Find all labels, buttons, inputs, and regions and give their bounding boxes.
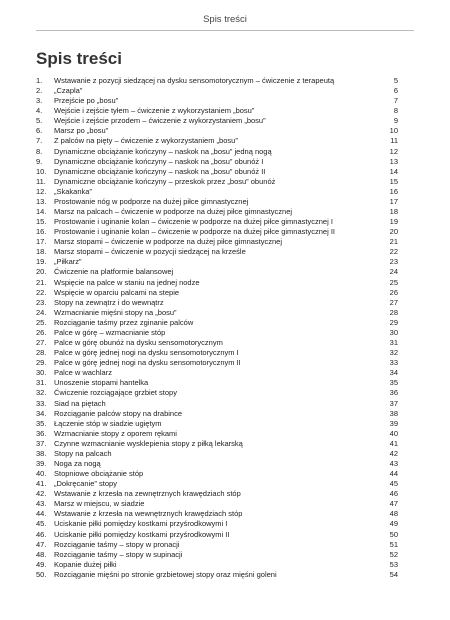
toc-entry-page: 28	[389, 307, 398, 317]
toc-entry	[36, 388, 398, 398]
toc-entry-page: 40	[389, 428, 398, 438]
toc-entry-title: Przejście po „bosu”	[54, 96, 119, 106]
toc-entry-page: 52	[389, 549, 398, 559]
toc-entry-number: 12.	[36, 186, 47, 196]
toc-entry	[36, 570, 398, 580]
toc-entry-page: 13	[389, 156, 398, 166]
page-title: Spis treści	[36, 49, 122, 68]
toc-entry	[36, 247, 398, 257]
toc-entry	[36, 550, 398, 560]
toc-entry	[36, 439, 398, 449]
toc-entry-title: „Skakanka”	[54, 186, 92, 196]
toc-entry	[36, 368, 398, 378]
toc-entry	[36, 76, 398, 86]
toc-entry-number: 6.	[36, 126, 43, 136]
table-of-contents	[36, 76, 398, 580]
toc-entry-number: 22.	[36, 287, 47, 297]
toc-entry-title: Prostowanie nóg w podporze na dużej piłce gimnastycznej	[54, 196, 249, 206]
toc-entry-number: 34.	[36, 408, 47, 418]
toc-entry-number: 21.	[36, 277, 47, 287]
toc-entry-title: Wspięcie w oparciu palcami na stepie	[54, 287, 180, 297]
toc-entry-page: 35	[389, 378, 398, 388]
toc-entry-title: Łączenie stóp w siadzie ugiętym	[54, 418, 162, 428]
toc-entry	[36, 157, 398, 167]
toc-entry-page: 44	[389, 469, 398, 479]
toc-entry-title: Wstawanie z krzesła na zewnętrznych krawędziach stóp	[54, 489, 241, 499]
toc-entry-number: 9.	[36, 156, 43, 166]
toc-entry	[36, 318, 398, 328]
toc-entry-number: 41.	[36, 479, 47, 489]
toc-entry	[36, 167, 398, 177]
toc-entry-page: 41	[389, 438, 398, 448]
toc-entry-number: 36.	[36, 428, 47, 438]
toc-entry-number: 25.	[36, 317, 47, 327]
toc-entry-number: 16.	[36, 227, 47, 237]
toc-entry-page: 20	[389, 227, 398, 237]
toc-entry	[36, 86, 398, 96]
toc-entry-number: 33.	[36, 398, 47, 408]
toc-entry-title: Z palców na pięty – ćwiczenie z wykorzystaniem „bosu”	[54, 136, 238, 146]
toc-entry-number: 20.	[36, 267, 47, 277]
toc-entry-page: 42	[389, 448, 398, 458]
toc-entry-title: Palce w górę obunóż na dysku sensomotorycznym	[54, 338, 223, 348]
toc-entry-page: 19	[389, 217, 398, 227]
toc-entry-title: Czynne wzmacnianie wysklepienia stopy z piłką lekarską	[54, 438, 243, 448]
toc-entry-title: Wejście i zejście przodem – ćwiczenie z wykorzystaniem „bosu”	[54, 116, 266, 126]
toc-entry-number: 47.	[36, 539, 47, 549]
toc-entry-page: 11	[390, 136, 398, 146]
toc-entry-page: 37	[389, 398, 398, 408]
toc-entry-title: Noga za nogą	[54, 458, 101, 468]
toc-entry-title: Stopniowe obciążanie stóp	[54, 469, 144, 479]
toc-entry-page: 47	[389, 499, 398, 509]
toc-entry	[36, 429, 398, 439]
toc-entry-page: 16	[389, 186, 398, 196]
toc-entry-number: 30.	[36, 368, 47, 378]
toc-entry-page: 17	[389, 196, 398, 206]
toc-entry-number: 43.	[36, 499, 47, 509]
toc-entry	[36, 519, 398, 529]
toc-entry	[36, 560, 398, 570]
toc-entry	[36, 540, 398, 550]
toc-entry	[36, 358, 398, 368]
toc-entry-number: 7.	[36, 136, 43, 146]
toc-entry-number: 37.	[36, 438, 47, 448]
toc-entry-number: 24.	[36, 307, 47, 317]
toc-entry-title: Palce w górę jednej nogi na dysku sensomotorycznym II	[54, 358, 241, 368]
toc-entry-number: 48.	[36, 549, 47, 559]
toc-entry-number: 27.	[36, 338, 47, 348]
toc-entry-title: „Czapla”	[54, 86, 83, 96]
toc-entry-title: Uciskanie piłki pomiędzy kostkami przyśrodkowymi I	[54, 519, 228, 529]
toc-entry-page: 31	[389, 338, 398, 348]
toc-entry	[36, 116, 398, 126]
toc-entry-page: 18	[389, 207, 398, 217]
toc-entry-number: 35.	[36, 418, 47, 428]
toc-entry	[36, 197, 398, 207]
toc-entry-number: 39.	[36, 458, 47, 468]
toc-entry-title: Rozciąganie taśmy – stopy w supinacji	[54, 549, 183, 559]
toc-entry-title: Rozciąganie taśmy – stopy w pronacji	[54, 539, 180, 549]
toc-entry-number: 14.	[36, 207, 47, 217]
toc-entry-number: 15.	[36, 217, 47, 227]
toc-entry	[36, 187, 398, 197]
toc-entry-page: 45	[389, 479, 398, 489]
toc-entry-title: Wspięcie na palce w staniu na jednej nodze	[54, 277, 200, 287]
toc-entry-page: 10	[389, 126, 398, 136]
toc-entry-number: 4.	[36, 106, 43, 116]
toc-entry-number: 31.	[36, 378, 47, 388]
toc-entry-page: 12	[389, 146, 398, 156]
toc-entry-title: Ćwiczenie rozciągające grzbiet stopy	[54, 388, 177, 398]
toc-entry-title: Dynamiczne obciążanie kończyny – naskok na „bosu” obunóż II	[54, 166, 266, 176]
toc-entry	[36, 237, 398, 247]
toc-entry	[36, 399, 398, 409]
toc-entry-title: Unoszenie stopami hantelka	[54, 378, 149, 388]
toc-entry-number: 50.	[36, 569, 47, 579]
toc-entry-page: 27	[389, 297, 398, 307]
toc-entry-page: 49	[389, 519, 398, 529]
toc-entry-title: Dynamiczne obciążanie kończyny – przeskok przez „bosu” obunóż	[54, 176, 276, 186]
toc-entry-title: Rozciąganie taśmy przez zginanie palców	[54, 317, 194, 327]
toc-entry-number: 28.	[36, 348, 47, 358]
toc-entry-title: Siad na piętach	[54, 398, 106, 408]
toc-entry	[36, 126, 398, 136]
toc-entry-page: 26	[389, 287, 398, 297]
toc-entry-title: Kopanie dużej piłki	[54, 559, 117, 569]
toc-entry-page: 9	[393, 116, 398, 126]
toc-entry-number: 45.	[36, 519, 47, 529]
toc-entry-page: 30	[389, 327, 398, 337]
toc-entry-title: Palce w górę – wzmacnianie stóp	[54, 327, 166, 337]
toc-entry	[36, 147, 398, 157]
toc-entry-page: 5	[393, 76, 398, 85]
toc-entry	[36, 298, 398, 308]
toc-entry-number: 38.	[36, 448, 47, 458]
toc-entry	[36, 509, 398, 519]
toc-entry-number: 18.	[36, 247, 47, 257]
toc-entry-title: Marsz stopami – ćwiczenie w podporze na dużej piłce gimnastycznej	[54, 237, 283, 247]
toc-entry-page: 33	[389, 358, 398, 368]
toc-entry-title: „Piłkarz”	[54, 257, 82, 267]
toc-entry-title: Dynamiczne obciążanie kończyny – naskok na „bosu” obunóż I	[54, 156, 264, 166]
toc-entry-title: Marsz w miejscu, w siadzie	[54, 499, 145, 509]
toc-entry	[36, 227, 398, 237]
toc-entry-number: 49.	[36, 559, 47, 569]
toc-entry-title: Stopy na zewnątrz i do wewnątrz	[54, 297, 164, 307]
toc-entry	[36, 96, 398, 106]
toc-entry-title: Marsz stopami – ćwiczenie w pozycji siedzącej na krześle	[54, 247, 246, 257]
toc-entry-page: 53	[389, 559, 398, 569]
header-divider	[36, 30, 414, 31]
toc-entry-page: 29	[389, 317, 398, 327]
toc-entry-page: 50	[389, 529, 398, 539]
toc-entry-title: Marsz na palcach – ćwiczenie w podporze na dużej piłce gimnastycznej	[54, 207, 293, 217]
toc-entry-number: 19.	[36, 257, 47, 267]
toc-entry-number: 23.	[36, 297, 47, 307]
toc-entry-page: 46	[389, 489, 398, 499]
toc-entry-title: Rozciąganie mięśni po stronie grzbietowej stopy oraz mięśni goleni	[54, 569, 277, 579]
toc-entry-number: 13.	[36, 196, 47, 206]
toc-entry-page: 48	[389, 509, 398, 519]
toc-entry-number: 2.	[36, 86, 43, 96]
toc-entry-page: 14	[389, 166, 398, 176]
running-header: Spis treści	[203, 14, 247, 25]
toc-entry-number: 40.	[36, 469, 47, 479]
toc-entry-page: 43	[389, 458, 398, 468]
toc-entry-title: Wejście i zejście tyłem – ćwiczenie z wykorzystaniem „bosu”	[54, 106, 255, 116]
toc-entry	[36, 328, 398, 338]
toc-entry-page: 36	[389, 388, 398, 398]
toc-entry-title: Uciskanie piłki pomiędzy kostkami przyśrodkowymi II	[54, 529, 230, 539]
toc-entry	[36, 267, 398, 277]
toc-entry-title: „Dokręcanie” stopy	[54, 479, 117, 489]
toc-entry	[36, 348, 398, 358]
toc-entry-title: Prostowanie i uginanie kolan – ćwiczenie w podporze na dużej piłce gimnastycznej I	[54, 217, 333, 227]
toc-entry-title: Palce w górę jednej nogi na dysku sensomotorycznym I	[54, 348, 239, 358]
toc-entry-title: Palce w wachlarz	[54, 368, 112, 378]
toc-entry	[36, 449, 398, 459]
toc-entry-number: 8.	[36, 146, 43, 156]
toc-entry-number: 11.	[36, 176, 46, 186]
toc-entry	[36, 459, 398, 469]
toc-entry-page: 34	[389, 368, 398, 378]
toc-entry-page: 39	[389, 418, 398, 428]
toc-entry	[36, 106, 398, 116]
toc-entry-number: 44.	[36, 509, 47, 519]
toc-entry	[36, 489, 398, 499]
toc-entry-title: Dynamiczne obciążanie kończyny – naskok na „bosu” jedną nogą	[54, 146, 272, 156]
toc-entry	[36, 378, 398, 388]
toc-entry-title: Wstawanie z pozycji siedzącej na dysku sensomotorycznym – ćwiczenie z terapeutą	[54, 76, 335, 85]
toc-entry-title: Stopy na palcach	[54, 448, 112, 458]
toc-entry	[36, 308, 398, 318]
toc-entry-page: 24	[389, 267, 398, 277]
toc-entry	[36, 278, 398, 288]
toc-entry	[36, 288, 398, 298]
toc-entry-title: Prostowanie i uginanie kolan – ćwiczenie w podporze na dużej piłce gimnastycznej II	[54, 227, 335, 237]
toc-entry-number: 17.	[36, 237, 47, 247]
toc-entry-number: 1.	[36, 76, 43, 85]
toc-entry-page: 51	[389, 539, 398, 549]
toc-entry	[36, 217, 398, 227]
toc-entry-title: Rozciąganie palców stopy na drabince	[54, 408, 182, 418]
toc-entry-title: Wzmacnianie mięśni stopy na „bosu”	[54, 307, 177, 317]
toc-entry-page: 6	[393, 86, 398, 96]
toc-entry-number: 26.	[36, 327, 47, 337]
toc-entry	[36, 499, 398, 509]
toc-entry-page: 38	[389, 408, 398, 418]
toc-entry-number: 5.	[36, 116, 43, 126]
toc-entry-number: 29.	[36, 358, 47, 368]
toc-entry	[36, 257, 398, 267]
toc-entry	[36, 530, 398, 540]
toc-entry	[36, 409, 398, 419]
toc-entry-title: Wzmacnianie stopy z oporem rękami	[54, 428, 177, 438]
toc-entry-title: Wstawanie z krzesła na wewnętrznych krawędziach stóp	[54, 509, 243, 519]
toc-entry-page: 8	[393, 106, 398, 116]
toc-entry-page: 54	[389, 569, 398, 579]
toc-entry-page: 22	[389, 247, 398, 257]
toc-entry	[36, 469, 398, 479]
toc-entry-title: Marsz po „bosu”	[54, 126, 109, 136]
toc-entry-page: 23	[389, 257, 398, 267]
toc-entry-page: 7	[393, 96, 398, 106]
toc-entry-page: 25	[389, 277, 398, 287]
toc-entry	[36, 338, 398, 348]
toc-entry	[36, 479, 398, 489]
toc-entry	[36, 207, 398, 217]
toc-entry	[36, 419, 398, 429]
toc-entry-page: 21	[389, 237, 398, 247]
toc-entry-title: Ćwiczenie na platformie balansowej	[54, 267, 174, 277]
toc-entry	[36, 177, 398, 187]
toc-entry-number: 3.	[36, 96, 43, 106]
toc-entry	[36, 136, 398, 146]
toc-entry-page: 15	[389, 176, 398, 186]
toc-entry-number: 46.	[36, 529, 47, 539]
toc-entry-number: 32.	[36, 388, 47, 398]
toc-entry-number: 42.	[36, 489, 47, 499]
toc-entry-page: 32	[389, 348, 398, 358]
toc-entry-number: 10.	[36, 166, 47, 176]
